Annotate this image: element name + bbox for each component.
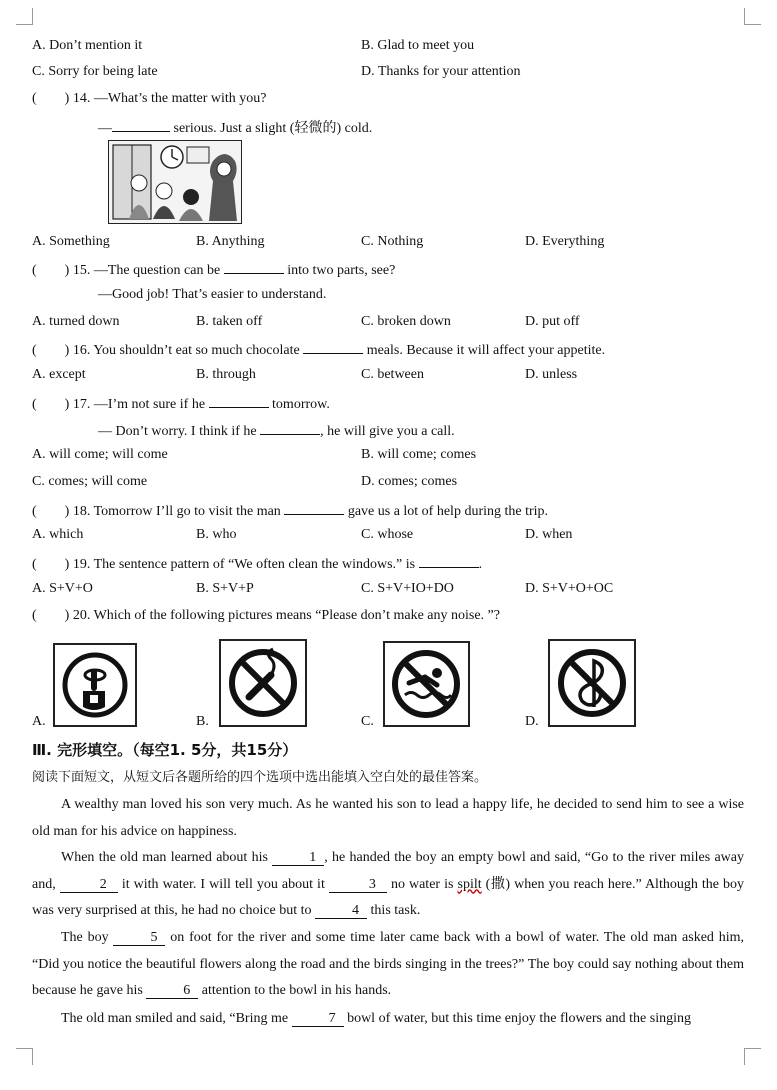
q17-option-c: C. comes; will come [32, 474, 148, 489]
answer-blank[interactable] [303, 339, 363, 354]
cloze-blank-2[interactable]: 2 [60, 878, 118, 893]
answer-blank[interactable] [260, 420, 320, 435]
no-smoking-sign-icon[interactable] [219, 639, 307, 727]
answer-blank[interactable] [224, 259, 284, 274]
section-instruction: 阅读下面短文，从短文后各题所给的四个选项中选出能填入空白处的最佳答案。 [32, 770, 488, 785]
q14-option-a: A. Something [32, 234, 110, 249]
q15-question: ( ) 15. —The question can be into two parts, see? [32, 259, 395, 280]
q14-option-c: C. Nothing [361, 234, 424, 249]
q17-option-b: B. will come; comes [361, 447, 477, 462]
q19-option-b: B. S+V+P [196, 581, 254, 596]
answer-blank[interactable] [419, 553, 479, 568]
answer-blank[interactable] [112, 117, 170, 132]
q17-option-d: D. comes; comes [361, 474, 458, 489]
q18-question: ( ) 18. Tomorrow I’ll go to visit the man gave us a lot of help during the trip. [32, 500, 548, 521]
answer-paren-close: ) [64, 91, 70, 106]
q14-reply: — serious. Just a slight (轻微的) cold. [98, 117, 372, 138]
answer-blank[interactable] [284, 500, 344, 515]
q16-question: ( ) 16. You shouldn’t eat so much chocolate meals. Because it will affect your appetite. [32, 339, 605, 360]
answer-blank[interactable] [209, 393, 269, 408]
passage-paragraph-4: The old man smiled and said, “Bring me 7 bowl of water, but this time enjoy the flowers and the singing [61, 1011, 691, 1026]
q15-option-b: B. taken off [196, 314, 263, 329]
word-spilt: spilt [457, 876, 482, 892]
page-corner-mark [16, 1048, 33, 1065]
q17-question: ( ) 17. —I’m not sure if he tomorrow. [32, 393, 330, 414]
q15-option-d: D. put off [525, 314, 580, 329]
q15-reply: —Good job! That’s easier to understand. [98, 287, 327, 302]
cloze-blank-7[interactable]: 7 [292, 1012, 344, 1027]
section-heading: Ⅲ. 完形填空。（每空1. 5分，共15分） [32, 741, 298, 759]
q16-option-a: A. except [32, 367, 86, 382]
q16-option-c: C. between [361, 367, 424, 382]
q17-reply: — Don’t worry. I think if he , he will give you a call. [98, 420, 455, 441]
q15-option-c: C. broken down [361, 314, 451, 329]
page-corner-mark [744, 1048, 761, 1065]
quiet-finger-sign-icon[interactable] [53, 643, 137, 727]
q14-option-d: D. Everything [525, 234, 605, 249]
q18-option-b: B. who [196, 527, 237, 542]
no-swimming-sign-icon[interactable] [383, 641, 470, 727]
cloze-blank-1[interactable]: 1 [272, 851, 324, 866]
q13-option-a: A. Don’t mention it [32, 38, 143, 53]
q19-question: ( ) 19. The sentence pattern of “We often clean the windows.” is . [32, 553, 482, 574]
q20-label-a: A. [32, 714, 46, 729]
q18-option-a: A. which [32, 527, 84, 542]
q17-option-a: A. will come; will come [32, 447, 168, 462]
cloze-blank-5[interactable]: 5 [113, 931, 165, 946]
q14-question [32, 90, 266, 108]
q18-option-c: C. whose [361, 527, 414, 542]
q20-label-c: C. [361, 714, 374, 729]
q19-option-d: D. S+V+O+OC [525, 581, 614, 596]
q19-option-a: A. S+V+O [32, 581, 93, 596]
classroom-illustration [108, 140, 242, 224]
q16-option-d: D. unless [525, 367, 578, 382]
q20-label-d: D. [525, 714, 539, 729]
q14-option-b: B. Anything [196, 234, 265, 249]
q13-option-b: B. Glad to meet you [361, 38, 475, 53]
q13-option-c: C. Sorry for being late [32, 64, 158, 79]
q13-option-d: D. Thanks for your attention [361, 64, 521, 79]
q18-option-d: D. when [525, 527, 573, 542]
page-corner-mark [16, 8, 33, 25]
answer-paren-open: ( [32, 91, 37, 106]
q15-option-a: A. turned down [32, 314, 120, 329]
q20-question: ( ) 20. Which of the following pictures means “Please don’t make any noise. ”? [32, 608, 500, 623]
no-music-sign-icon[interactable] [548, 639, 636, 727]
passage-paragraph-2: When the old man learned about his 1 , he handed the boy an empty bowl and said, “Go to the river miles away and, 2 it with water. I will tell you about it 3 no water is spilt (撒) when you reach here.” Although the boy was very surprised at this, he had no choice but to 4 this task. [32, 850, 745, 919]
cloze-blank-3[interactable]: 3 [329, 878, 387, 893]
q19-option-c: C. S+V+IO+DO [361, 581, 454, 596]
cloze-blank-6[interactable]: 6 [146, 984, 198, 999]
cloze-blank-4[interactable]: 4 [315, 904, 367, 919]
passage-paragraph-3: The boy 5 on foot for the river and some time later came back with a bowl of water. The old man asked him, “Did you notice the beautiful flowers along the road and the birds singing in the trees?” The boy could say nothing about them because he gave his 6 attention to the bowl in his hands. [32, 930, 745, 999]
page-corner-mark [744, 8, 761, 25]
q20-label-b: B. [196, 714, 209, 729]
passage-paragraph-1: A wealthy man loved his son very much. As he wanted his son to lead a happy life, he decided to send him to see a wise old man for his advice on happiness. [32, 797, 744, 839]
q16-option-b: B. through [196, 367, 256, 382]
q14-stem: 14. —What’s the matter with you? [72, 91, 267, 106]
